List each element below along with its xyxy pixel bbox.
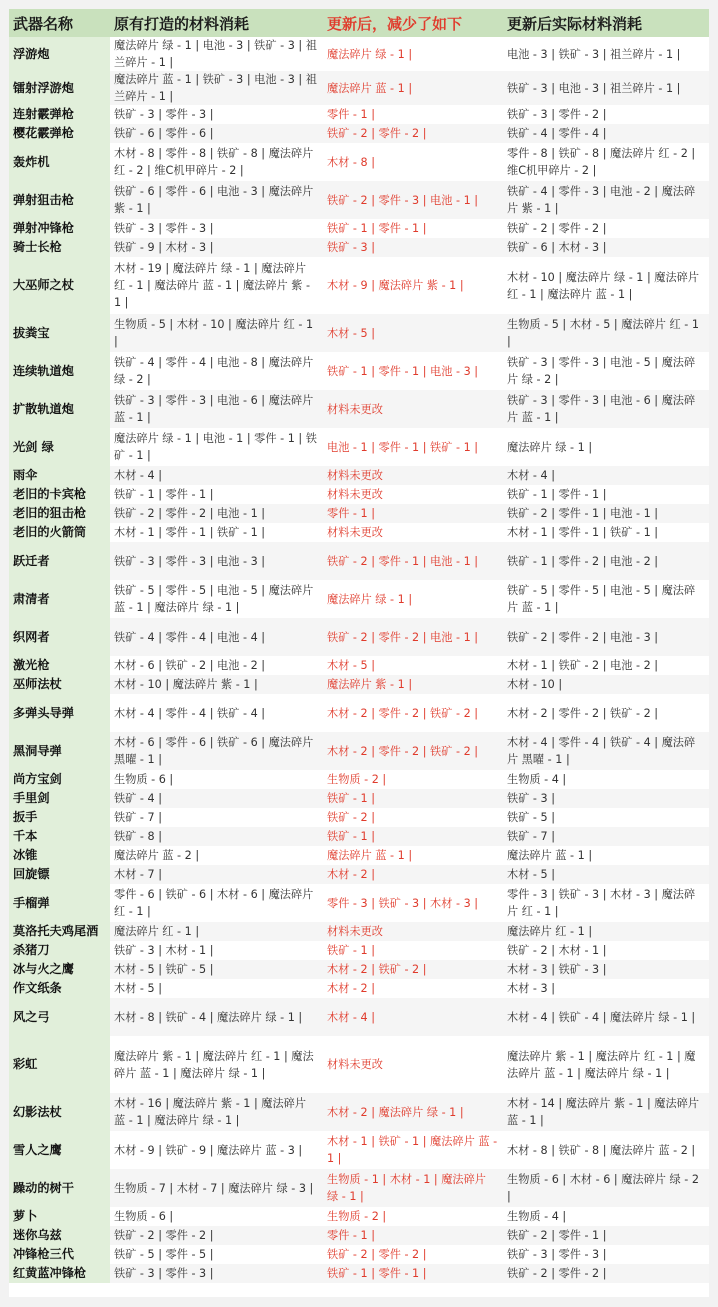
table-row	[9, 1207, 709, 1226]
actual-cost-cell: 生物质 - 4 |	[503, 770, 709, 789]
weapon-name-cell: 躁动的树干	[9, 1169, 110, 1207]
original-cost-cell: 铁矿 - 8 |	[110, 827, 323, 846]
actual-cost-cell: 木材 - 2 | 零件 - 2 | 铁矿 - 2 |	[503, 694, 709, 732]
actual-cost-cell: 铁矿 - 3 | 零件 - 3 | 电池 - 6 | 魔法碎片 蓝 - 1 |	[503, 390, 709, 428]
table-row	[9, 428, 709, 466]
table-row	[9, 1226, 709, 1245]
materials-table	[9, 9, 709, 1283]
original-cost-cell: 木材 - 7 |	[110, 865, 323, 884]
original-cost-cell: 生物质 - 7 | 木材 - 7 | 魔法碎片 绿 - 3 |	[110, 1169, 323, 1207]
weapon-name-cell: 雪人之鹰	[9, 1131, 110, 1169]
reduced-cost-cell: 魔法碎片 绿 - 1 |	[323, 37, 503, 71]
reduced-cost-cell: 材料未更改	[323, 390, 503, 428]
reduced-cost-cell: 铁矿 - 2 | 零件 - 2 |	[323, 1245, 503, 1264]
table-row	[9, 789, 709, 808]
weapon-name-cell: 激光枪	[9, 656, 110, 675]
reduced-cost-cell: 木材 - 2 |	[323, 979, 503, 998]
table-row	[9, 1093, 709, 1131]
actual-cost-cell: 木材 - 5 |	[503, 865, 709, 884]
table-row	[9, 770, 709, 789]
weapon-name-cell: 莫洛托夫鸡尾酒	[9, 922, 110, 941]
original-cost-cell: 铁矿 - 3 | 零件 - 3 |	[110, 105, 323, 124]
original-cost-cell: 生物质 - 6 |	[110, 770, 323, 789]
table-row	[9, 37, 709, 71]
table-row	[9, 257, 709, 314]
original-cost-cell: 铁矿 - 4 |	[110, 789, 323, 808]
weapon-name-cell: 回旋镖	[9, 865, 110, 884]
actual-cost-cell: 电池 - 3 | 铁矿 - 3 | 祖兰碎片 - 1 |	[503, 37, 709, 71]
actual-cost-cell: 魔法碎片 绿 - 1 |	[503, 428, 709, 466]
reduced-cost-cell: 零件 - 3 | 铁矿 - 3 | 木材 - 3 |	[323, 884, 503, 922]
original-cost-cell: 铁矿 - 6 | 零件 - 6 |	[110, 124, 323, 143]
reduced-cost-cell: 电池 - 1 | 零件 - 1 | 铁矿 - 1 |	[323, 428, 503, 466]
reduced-cost-cell: 铁矿 - 1 |	[323, 941, 503, 960]
weapon-name-cell: 弹射狙击枪	[9, 181, 110, 219]
table-row	[9, 922, 709, 941]
table-row	[9, 352, 709, 390]
reduced-cost-cell: 生物质 - 1 | 木材 - 1 | 魔法碎片 绿 - 1 |	[323, 1169, 503, 1207]
table-row	[9, 504, 709, 523]
original-cost-cell: 魔法碎片 蓝 - 2 |	[110, 846, 323, 865]
table-row	[9, 998, 709, 1036]
reduced-cost-cell: 零件 - 1 |	[323, 1226, 503, 1245]
actual-cost-cell: 铁矿 - 2 | 零件 - 2 |	[503, 219, 709, 238]
reduced-cost-cell: 木材 - 2 | 铁矿 - 2 |	[323, 960, 503, 979]
actual-cost-cell: 木材 - 14 | 魔法碎片 紫 - 1 | 魔法碎片 蓝 - 1 |	[503, 1093, 709, 1131]
table-row	[9, 618, 709, 656]
reduced-cost-cell: 铁矿 - 2 | 零件 - 2 | 电池 - 1 |	[323, 618, 503, 656]
actual-cost-cell: 铁矿 - 3 | 零件 - 3 |	[503, 1245, 709, 1264]
weapon-name-cell: 多弹头导弹	[9, 694, 110, 732]
table-row	[9, 1131, 709, 1169]
actual-cost-cell: 铁矿 - 2 | 零件 - 2 |	[503, 1264, 709, 1283]
reduced-cost-cell: 魔法碎片 蓝 - 1 |	[323, 71, 503, 105]
reduced-cost-cell: 铁矿 - 1 | 零件 - 1 |	[323, 219, 503, 238]
original-cost-cell: 木材 - 8 | 铁矿 - 4 | 魔法碎片 绿 - 1 |	[110, 998, 323, 1036]
weapon-name-cell: 拔粪宝	[9, 314, 110, 352]
actual-cost-cell: 铁矿 - 3 | 零件 - 2 |	[503, 105, 709, 124]
original-cost-cell: 铁矿 - 3 | 零件 - 3 | 电池 - 3 |	[110, 542, 323, 580]
weapon-name-cell: 手榴弹	[9, 884, 110, 922]
header-original-cost: 原有打造的材料消耗	[110, 9, 323, 37]
reduced-cost-cell: 铁矿 - 1 |	[323, 789, 503, 808]
table-row	[9, 580, 709, 618]
reduced-cost-cell: 材料未更改	[323, 922, 503, 941]
table-row	[9, 314, 709, 352]
weapon-name-cell: 大巫师之杖	[9, 257, 110, 314]
actual-cost-cell: 魔法碎片 红 - 1 |	[503, 922, 709, 941]
actual-cost-cell: 魔法碎片 蓝 - 1 |	[503, 846, 709, 865]
table-row	[9, 143, 709, 181]
reduced-cost-cell: 木材 - 9 | 魔法碎片 紫 - 1 |	[323, 257, 503, 314]
table-row	[9, 979, 709, 998]
original-cost-cell: 魔法碎片 蓝 - 1 | 铁矿 - 3 | 电池 - 3 | 祖兰碎片 - 1 |	[110, 71, 323, 105]
actual-cost-cell: 铁矿 - 4 | 零件 - 4 |	[503, 124, 709, 143]
table-row	[9, 694, 709, 732]
original-cost-cell: 木材 - 1 | 零件 - 1 | 铁矿 - 1 |	[110, 523, 323, 542]
table-row	[9, 485, 709, 504]
weapon-name-cell: 迷你乌兹	[9, 1226, 110, 1245]
weapon-name-cell: 幻影法杖	[9, 1093, 110, 1131]
weapon-name-cell: 轰炸机	[9, 143, 110, 181]
actual-cost-cell: 木材 - 8 | 铁矿 - 8 | 魔法碎片 蓝 - 2 |	[503, 1131, 709, 1169]
original-cost-cell: 魔法碎片 绿 - 1 | 电池 - 3 | 铁矿 - 3 | 祖兰碎片 - 1 |	[110, 37, 323, 71]
original-cost-cell: 木材 - 9 | 铁矿 - 9 | 魔法碎片 蓝 - 3 |	[110, 1131, 323, 1169]
weapon-name-cell: 冰与火之鹰	[9, 960, 110, 979]
reduced-cost-cell: 木材 - 8 |	[323, 143, 503, 181]
reduced-cost-cell: 木材 - 5 |	[323, 656, 503, 675]
original-cost-cell: 铁矿 - 2 | 零件 - 2 |	[110, 1226, 323, 1245]
original-cost-cell: 铁矿 - 4 | 零件 - 4 | 电池 - 8 | 魔法碎片 绿 - 2 |	[110, 352, 323, 390]
table-row	[9, 105, 709, 124]
weapon-name-cell: 浮游炮	[9, 37, 110, 71]
table-row	[9, 827, 709, 846]
table-row	[9, 656, 709, 675]
actual-cost-cell: 零件 - 8 | 铁矿 - 8 | 魔法碎片 红 - 2 | 维C机甲碎片 - 2 |	[503, 143, 709, 181]
materials-table-container	[9, 9, 709, 1297]
actual-cost-cell: 木材 - 4 | 铁矿 - 4 | 魔法碎片 绿 - 1 |	[503, 998, 709, 1036]
actual-cost-cell: 铁矿 - 3 | 电池 - 3 | 祖兰碎片 - 1 |	[503, 71, 709, 105]
weapon-name-cell: 镭射浮游炮	[9, 71, 110, 105]
actual-cost-cell: 木材 - 10 |	[503, 675, 709, 694]
table-row	[9, 941, 709, 960]
table-row	[9, 542, 709, 580]
reduced-cost-cell: 铁矿 - 1 |	[323, 827, 503, 846]
original-cost-cell: 铁矿 - 7 |	[110, 808, 323, 827]
reduced-cost-cell: 铁矿 - 3 |	[323, 238, 503, 257]
table-row	[9, 675, 709, 694]
table-row	[9, 1245, 709, 1264]
original-cost-cell: 铁矿 - 6 | 零件 - 6 | 电池 - 3 | 魔法碎片 紫 - 1 |	[110, 181, 323, 219]
actual-cost-cell: 木材 - 3 |	[503, 979, 709, 998]
table-row	[9, 466, 709, 485]
original-cost-cell: 魔法碎片 绿 - 1 | 电池 - 1 | 零件 - 1 | 铁矿 - 1 |	[110, 428, 323, 466]
original-cost-cell: 铁矿 - 4 | 零件 - 4 | 电池 - 4 |	[110, 618, 323, 656]
weapon-name-cell: 樱花霰弹枪	[9, 124, 110, 143]
reduced-cost-cell: 零件 - 1 |	[323, 504, 503, 523]
reduced-cost-cell: 材料未更改	[323, 485, 503, 504]
table-row	[9, 865, 709, 884]
weapon-name-cell: 黑洞导弹	[9, 732, 110, 770]
original-cost-cell: 木材 - 8 | 零件 - 8 | 铁矿 - 8 | 魔法碎片 红 - 2 | 维C机甲碎片 - 2 |	[110, 143, 323, 181]
weapon-name-cell: 连续轨道炮	[9, 352, 110, 390]
weapon-name-cell: 巫师法杖	[9, 675, 110, 694]
original-cost-cell: 木材 - 6 | 零件 - 6 | 铁矿 - 6 | 魔法碎片 黑曜 - 1 |	[110, 732, 323, 770]
table-row	[9, 732, 709, 770]
table-row	[9, 238, 709, 257]
original-cost-cell: 零件 - 6 | 铁矿 - 6 | 木材 - 6 | 魔法碎片 红 - 1 |	[110, 884, 323, 922]
table-row	[9, 523, 709, 542]
actual-cost-cell: 铁矿 - 3 | 零件 - 3 | 电池 - 5 | 魔法碎片 绿 - 2 |	[503, 352, 709, 390]
actual-cost-cell: 铁矿 - 2 | 零件 - 1 | 电池 - 1 |	[503, 504, 709, 523]
original-cost-cell: 魔法碎片 紫 - 1 | 魔法碎片 红 - 1 | 魔法碎片 蓝 - 1 | 魔法碎片 绿 - 1 |	[110, 1036, 323, 1093]
reduced-cost-cell: 生物质 - 2 |	[323, 1207, 503, 1226]
original-cost-cell: 木材 - 5 | 铁矿 - 5 |	[110, 960, 323, 979]
actual-cost-cell: 生物质 - 4 |	[503, 1207, 709, 1226]
reduced-cost-cell: 铁矿 - 2 |	[323, 808, 503, 827]
actual-cost-cell: 铁矿 - 4 | 零件 - 3 | 电池 - 2 | 魔法碎片 紫 - 1 |	[503, 181, 709, 219]
reduced-cost-cell: 铁矿 - 1 | 零件 - 1 | 电池 - 3 |	[323, 352, 503, 390]
original-cost-cell: 铁矿 - 2 | 零件 - 2 | 电池 - 1 |	[110, 504, 323, 523]
reduced-cost-cell: 木材 - 2 | 魔法碎片 绿 - 1 |	[323, 1093, 503, 1131]
actual-cost-cell: 铁矿 - 7 |	[503, 827, 709, 846]
actual-cost-cell: 铁矿 - 5 | 零件 - 5 | 电池 - 5 | 魔法碎片 蓝 - 1 |	[503, 580, 709, 618]
reduced-cost-cell: 木材 - 5 |	[323, 314, 503, 352]
actual-cost-cell: 魔法碎片 紫 - 1 | 魔法碎片 红 - 1 | 魔法碎片 蓝 - 1 | 魔法碎片 绿 - 1 |	[503, 1036, 709, 1093]
table-row	[9, 390, 709, 428]
original-cost-cell: 铁矿 - 5 | 零件 - 5 |	[110, 1245, 323, 1264]
header-row	[9, 9, 709, 37]
table-row	[9, 71, 709, 105]
original-cost-cell: 铁矿 - 5 | 零件 - 5 | 电池 - 5 | 魔法碎片 蓝 - 1 | 魔法碎片 绿 - 1 |	[110, 580, 323, 618]
weapon-name-cell: 手里剑	[9, 789, 110, 808]
table-row	[9, 846, 709, 865]
weapon-name-cell: 连射霰弹枪	[9, 105, 110, 124]
weapon-name-cell: 织网者	[9, 618, 110, 656]
original-cost-cell: 铁矿 - 3 | 零件 - 3 |	[110, 219, 323, 238]
original-cost-cell: 木材 - 10 | 魔法碎片 紫 - 1 |	[110, 675, 323, 694]
header-reduced: 更新后，减少了如下	[323, 9, 503, 37]
weapon-name-cell: 光剑 绿	[9, 428, 110, 466]
table-row	[9, 808, 709, 827]
reduced-cost-cell: 材料未更改	[323, 523, 503, 542]
table-row	[9, 1036, 709, 1093]
table-body	[9, 37, 709, 1283]
reduced-cost-cell: 木材 - 4 |	[323, 998, 503, 1036]
reduced-cost-cell: 魔法碎片 蓝 - 1 |	[323, 846, 503, 865]
header-actual-cost: 更新后实际材料消耗	[503, 9, 709, 37]
reduced-cost-cell: 魔法碎片 紫 - 1 |	[323, 675, 503, 694]
original-cost-cell: 木材 - 19 | 魔法碎片 绿 - 1 | 魔法碎片 红 - 1 | 魔法碎片 蓝 - 1 | 魔法碎片 紫 - 1 |	[110, 257, 323, 314]
actual-cost-cell: 铁矿 - 3 |	[503, 789, 709, 808]
weapon-name-cell: 老旧的卡宾枪	[9, 485, 110, 504]
actual-cost-cell: 铁矿 - 5 |	[503, 808, 709, 827]
weapon-name-cell: 彩虹	[9, 1036, 110, 1093]
actual-cost-cell: 铁矿 - 2 | 零件 - 2 | 电池 - 3 |	[503, 618, 709, 656]
original-cost-cell: 生物质 - 5 | 木材 - 10 | 魔法碎片 红 - 1 |	[110, 314, 323, 352]
weapon-name-cell: 老旧的火箭筒	[9, 523, 110, 542]
actual-cost-cell: 木材 - 10 | 魔法碎片 绿 - 1 | 魔法碎片 红 - 1 | 魔法碎片 蓝 - 1 |	[503, 257, 709, 314]
weapon-name-cell: 扳手	[9, 808, 110, 827]
original-cost-cell: 魔法碎片 红 - 1 |	[110, 922, 323, 941]
weapon-name-cell: 千本	[9, 827, 110, 846]
weapon-name-cell: 杀猪刀	[9, 941, 110, 960]
weapon-name-cell: 红黄蓝冲锋枪	[9, 1264, 110, 1283]
table-row	[9, 1264, 709, 1283]
weapon-name-cell: 风之弓	[9, 998, 110, 1036]
weapon-name-cell: 雨伞	[9, 466, 110, 485]
original-cost-cell: 铁矿 - 1 | 零件 - 1 |	[110, 485, 323, 504]
reduced-cost-cell: 木材 - 1 | 铁矿 - 1 | 魔法碎片 蓝 - 1 |	[323, 1131, 503, 1169]
actual-cost-cell: 铁矿 - 6 | 木材 - 3 |	[503, 238, 709, 257]
reduced-cost-cell: 材料未更改	[323, 1036, 503, 1093]
original-cost-cell: 木材 - 16 | 魔法碎片 紫 - 1 | 魔法碎片 蓝 - 1 | 魔法碎片 绿 - 1 |	[110, 1093, 323, 1131]
weapon-name-cell: 骑士长枪	[9, 238, 110, 257]
weapon-name-cell: 尚方宝剑	[9, 770, 110, 789]
reduced-cost-cell: 铁矿 - 2 | 零件 - 2 |	[323, 124, 503, 143]
weapon-name-cell: 肃清者	[9, 580, 110, 618]
table-row	[9, 884, 709, 922]
weapon-name-cell: 弹射冲锋枪	[9, 219, 110, 238]
original-cost-cell: 铁矿 - 9 | 木材 - 3 |	[110, 238, 323, 257]
actual-cost-cell: 铁矿 - 1 | 零件 - 1 |	[503, 485, 709, 504]
reduced-cost-cell: 铁矿 - 2 | 零件 - 1 | 电池 - 1 |	[323, 542, 503, 580]
actual-cost-cell: 木材 - 1 | 铁矿 - 2 | 电池 - 2 |	[503, 656, 709, 675]
actual-cost-cell: 铁矿 - 1 | 零件 - 2 | 电池 - 2 |	[503, 542, 709, 580]
reduced-cost-cell: 生物质 - 2 |	[323, 770, 503, 789]
reduced-cost-cell: 魔法碎片 绿 - 1 |	[323, 580, 503, 618]
actual-cost-cell: 铁矿 - 2 | 零件 - 1 |	[503, 1226, 709, 1245]
weapon-name-cell: 老旧的狙击枪	[9, 504, 110, 523]
original-cost-cell: 铁矿 - 3 | 零件 - 3 |	[110, 1264, 323, 1283]
weapon-name-cell: 冰锥	[9, 846, 110, 865]
reduced-cost-cell: 铁矿 - 1 | 零件 - 1 |	[323, 1264, 503, 1283]
reduced-cost-cell: 材料未更改	[323, 466, 503, 485]
reduced-cost-cell: 铁矿 - 2 | 零件 - 3 | 电池 - 1 |	[323, 181, 503, 219]
table-row	[9, 960, 709, 979]
actual-cost-cell: 铁矿 - 2 | 木材 - 1 |	[503, 941, 709, 960]
actual-cost-cell: 生物质 - 6 | 木材 - 6 | 魔法碎片 绿 - 2 |	[503, 1169, 709, 1207]
original-cost-cell: 木材 - 4 |	[110, 466, 323, 485]
table-row	[9, 181, 709, 219]
table-row	[9, 124, 709, 143]
table-row	[9, 219, 709, 238]
actual-cost-cell: 木材 - 3 | 铁矿 - 3 |	[503, 960, 709, 979]
weapon-name-cell: 扩散轨道炮	[9, 390, 110, 428]
original-cost-cell: 木材 - 6 | 铁矿 - 2 | 电池 - 2 |	[110, 656, 323, 675]
original-cost-cell: 铁矿 - 3 | 零件 - 3 | 电池 - 6 | 魔法碎片 蓝 - 1 |	[110, 390, 323, 428]
weapon-name-cell: 萝卜	[9, 1207, 110, 1226]
reduced-cost-cell: 木材 - 2 | 零件 - 2 | 铁矿 - 2 |	[323, 732, 503, 770]
reduced-cost-cell: 木材 - 2 |	[323, 865, 503, 884]
reduced-cost-cell: 木材 - 2 | 零件 - 2 | 铁矿 - 2 |	[323, 694, 503, 732]
original-cost-cell: 生物质 - 6 |	[110, 1207, 323, 1226]
actual-cost-cell: 木材 - 4 | 零件 - 4 | 铁矿 - 4 | 魔法碎片 黑曜 - 1 |	[503, 732, 709, 770]
table-row	[9, 1169, 709, 1207]
actual-cost-cell: 木材 - 4 |	[503, 466, 709, 485]
weapon-name-cell: 跃迁者	[9, 542, 110, 580]
actual-cost-cell: 零件 - 3 | 铁矿 - 3 | 木材 - 3 | 魔法碎片 红 - 1 |	[503, 884, 709, 922]
weapon-name-cell: 冲锋枪三代	[9, 1245, 110, 1264]
original-cost-cell: 铁矿 - 3 | 木材 - 1 |	[110, 941, 323, 960]
actual-cost-cell: 生物质 - 5 | 木材 - 5 | 魔法碎片 红 - 1 |	[503, 314, 709, 352]
weapon-name-cell: 作文纸条	[9, 979, 110, 998]
actual-cost-cell: 木材 - 1 | 零件 - 1 | 铁矿 - 1 |	[503, 523, 709, 542]
header-weapon-name: 武器名称	[9, 9, 110, 37]
original-cost-cell: 木材 - 5 |	[110, 979, 323, 998]
reduced-cost-cell: 零件 - 1 |	[323, 105, 503, 124]
original-cost-cell: 木材 - 4 | 零件 - 4 | 铁矿 - 4 |	[110, 694, 323, 732]
